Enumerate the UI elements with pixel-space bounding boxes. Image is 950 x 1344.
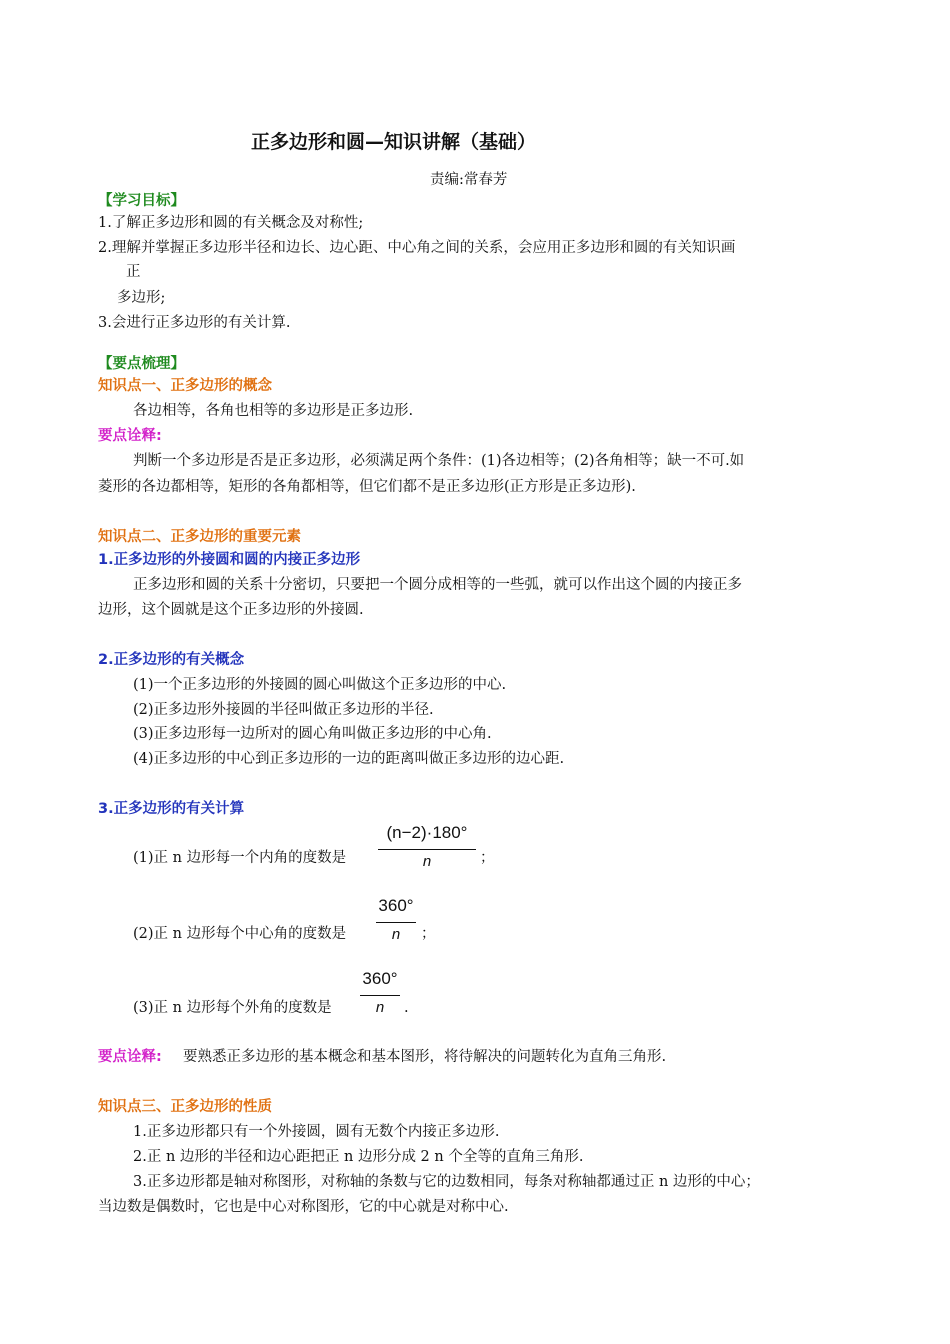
k2-s2-item-2: (2)正多边形外接圆的半径叫做正多边形的半径. xyxy=(133,702,434,718)
k3-item-2: 2.正 n 边形的半径和边心距把正 n 边形分成 2 n 个全等的直角三角形. xyxy=(133,1149,584,1165)
goal-item-1: 1.了解正多边形和圆的有关概念及对称性; xyxy=(98,215,364,231)
k2-note-label: 要点诠释: xyxy=(98,1049,162,1065)
k2-s2-item-3: (3)正多边形每一边所对的圆心角叫做正多边形的中心角. xyxy=(133,726,492,742)
k2-s3-heading: 3.正多边形的有关计算 xyxy=(98,801,245,817)
calc-1-text: (1)正 n 边形每一个内角的度数是 xyxy=(133,850,347,866)
goal-item-3: 3.会进行正多边形的有关计算. xyxy=(98,315,291,331)
k1-note-line-1: 判断一个多边形是否是正多边形，必须满足两个条件：(1)各边相等；(2)各角相等；缺一不可.如 xyxy=(133,453,745,469)
calc-3-end: . xyxy=(404,1000,409,1016)
k2-heading: 知识点二、正多边形的重要元素 xyxy=(98,529,301,545)
goal-item-2-line-1: 2.理解并掌握正多边形半径和边长、边心距、中心角之间的关系，会应用正多边形和圆的有关知识画 xyxy=(98,240,736,256)
calc-3-text: (3)正 n 边形每个外角的度数是 xyxy=(133,1000,332,1016)
goal-item-2-line-2: 正 xyxy=(126,264,141,280)
formula-central-angle xyxy=(376,895,416,947)
k1-note-line-2: 菱形的各边都相等，矩形的各角都相等，但它们都不是正多边形(正方形是正多边形). xyxy=(98,479,636,495)
formula-1-numerator: (n−2)·180° xyxy=(386,823,468,842)
k2-note-text: 要熟悉正多边形的基本概念和基本图形，将待解决的问题转化为直角三角形. xyxy=(183,1049,667,1065)
formula-3-numerator: 360° xyxy=(362,969,398,988)
formula-1-denominator: n xyxy=(422,853,432,870)
k2-s1-heading: 1.正多边形的外接圆和圆的内接正多边形 xyxy=(98,552,361,568)
k2-s2-item-4: (4)正多边形的中心到正多边形的一边的距离叫做正多边形的边心距. xyxy=(133,751,565,767)
formula-1-bar xyxy=(378,849,476,850)
k1-text: 各边相等，各角也相等的多边形是正多边形. xyxy=(133,403,414,419)
k3-item-1: 1.正多边形都只有一个外接圆，圆有无数个内接正多边形. xyxy=(133,1124,500,1140)
k3-heading: 知识点三、正多边形的性质 xyxy=(98,1099,272,1115)
k3-item-3-line-1: 3.正多边形都是轴对称图形，对称轴的条数与它的边数相同，每条对称轴都通过正 n 边形的中心； xyxy=(133,1174,760,1190)
formula-2-numerator: 360° xyxy=(378,896,414,915)
calc-2-text: (2)正 n 边形每个中心角的度数是 xyxy=(133,926,347,942)
k1-note-label: 要点诠释: xyxy=(98,428,162,444)
formula-3-bar xyxy=(360,995,400,996)
formula-2-denominator: n xyxy=(391,926,401,943)
k2-s2-heading: 2.正多边形的有关概念 xyxy=(98,652,245,668)
formula-3-denominator: n xyxy=(375,999,385,1016)
k2-s2-item-1: (1)一个正多边形的外接圆的圆心叫做这个正多边形的中心. xyxy=(133,677,507,693)
k1-heading: 知识点一、正多边形的概念 xyxy=(98,378,272,394)
points-heading: 【要点梳理】 xyxy=(98,356,185,372)
formula-exterior-angle xyxy=(360,968,400,1020)
k3-item-3-line-2: 当边数是偶数时，它也是中心对称图形，它的中心就是对称中心. xyxy=(98,1199,509,1215)
calc-1-end: ； xyxy=(480,850,495,866)
formula-interior-angle xyxy=(378,822,476,874)
calc-2-end: ； xyxy=(421,926,436,942)
formula-2-bar xyxy=(376,922,416,923)
k2-s1-line-1: 正多边形和圆的关系十分密切，只要把一个圆分成相等的一些弧，就可以作出这个圆的内接正多 xyxy=(133,577,742,593)
goal-item-2-line-3: 多边形; xyxy=(117,290,166,306)
editor-credit: 责编:常春芳 xyxy=(430,172,508,188)
goals-heading: 【学习目标】 xyxy=(98,193,185,209)
k2-s1-line-2: 边形，这个圆就是这个正多边形的外接圆. xyxy=(98,602,364,618)
page-title: 正多边形和圆—知识讲解（基础） xyxy=(251,131,537,153)
